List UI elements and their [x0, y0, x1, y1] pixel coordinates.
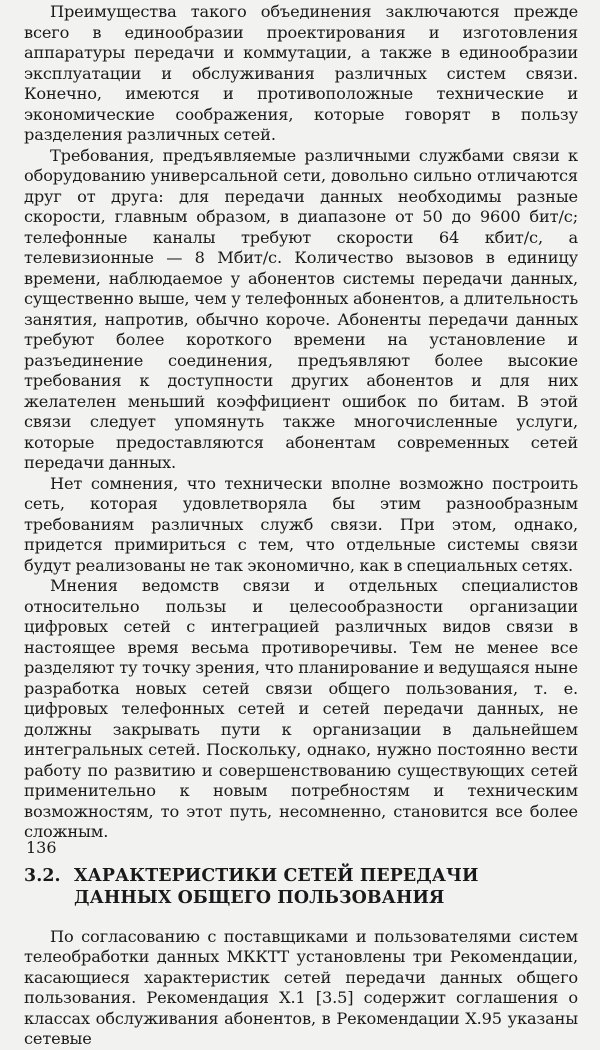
paragraph-recommendations: По согласованию с поставщиками и пользователями систем телеобработки данных МККТТ установлены три Рекомендации, касающиеся характеристик сетей передачи данных общего пользования. Рекомендация X.1 [3.5] содержит соглашения о классах обслуживания абонентов, в Рекомендации X.95 указаны сетевые [24, 926, 578, 1048]
paragraph-advantages: Преимущества такого объединения заключаются прежде всего в единообразии проектирования и изготовления аппаратуры передачи и коммутации, а также в единообразии эксплуатации и обслуживания различных систем связи. Конечно, имеются и противоположные технические и экономические соображения, которые говорят в пользу разделения различных сетей. [24, 2, 578, 144]
section-heading [24, 865, 578, 909]
paragraph-requirements: Требования, предъявляемые различными службами связи к оборудованию универсальной сети, довольно сильно отличаются друг от друга: для передачи данных необходимы разные скорости, главным образом, в диапазоне от 50 до 9600 бит/с; телефонные каналы требуют скорости 64 кбит/с, а телевизионные — 8 Мбит/с. Количество вызовов в единицу времени, наблюдаемое у абонентов системы передачи данных, существенно выше, чем у телефонных абонентов, а длительность занятия, напротив, обычно короче. Абоненты передачи данных требуют более короткого времени на установление и разъединение соединения, предъявляют более высокие требования к доступности других абонентов и для них желателен меньший коэффициент ошибок по битам. В этой связи следует упомянуть также многочисленные услуги, которые предоставляются абонентам современных сетей передачи данных. [24, 145, 578, 472]
paragraph-opinions: Мнения ведомств связи и отдельных специалистов относительно пользы и целесообразности организации цифровых сетей с интеграцией различных видов связи в настоящее время весьма противоречивы. Тем не менее все разделяют ту точку зрения, что планирование и ведущаяся ныне разработка новых сетей связи общего пользования, т. е. цифровых телефонных сетей и сетей передачи данных, не должны закрывать пути к организации в дальнейшем интегральных сетей. Поскольку, однако, нужно постоянно вести работу по развитию и совершенствованию существующих сетей применительно к новым потребностям и техническим возможностям, то этот путь, несомненно, становится все более сложным. [24, 576, 578, 841]
page-number: 136 [26, 838, 57, 857]
section-number: 3.2. [24, 865, 61, 886]
section-title: ХАРАКТЕРИСТИКИ СЕТЕЙ ПЕРЕДАЧИ ДАННЫХ ОБЩЕГО ПОЛЬЗОВАНИЯ [74, 865, 479, 908]
paragraph-universal-network: Нет сомнения, что технически вполне возможно построить сеть, которая удовлетворяла бы этим разнообразным требованиям различных служб связи. При этом, однако, придется примириться с тем, что отдельные системы связи будут реализованы не так экономично, как в специальных сетях. [24, 473, 578, 575]
